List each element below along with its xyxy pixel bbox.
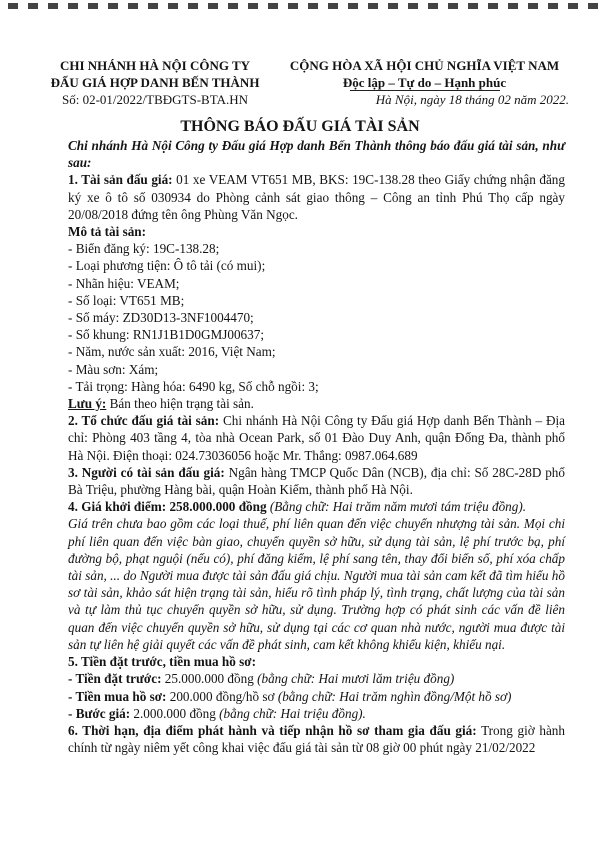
note: [68, 395, 565, 412]
section-3-label: 3. Người có tài sản đấu giá:: [68, 464, 225, 480]
description-heading: Mô tả tài sản:: [68, 224, 147, 240]
section-6-text: Trong giờ hành chính từ ngày niêm yết công khai việc đấu giá tài sản từ 08 giờ 00 phút ngày 21/02/2022: [68, 722, 565, 756]
item-value: 2.000.000 đồng: [130, 705, 220, 721]
section-3-text: Ngân hàng TMCP Quốc Dân (NCB), địa chỉ: Số 28C-28D phố Bà Triệu, phường Hàng bài, quận Hoàn Kiếm, thành phố Hà Nội.: [68, 464, 565, 498]
issuer-header: [30, 57, 280, 108]
note-label: Lưu ý:: [68, 396, 107, 412]
item-words: (bằng chữ: Hai trăm nghìn đồng/Một hồ sơ): [277, 688, 512, 704]
intro-paragraph: Chi nhánh Hà Nội Công ty Đấu giá Hợp danh Bến Thành thông báo đấu giá tài sản, như sau:: [68, 138, 565, 171]
description-item: - Số khung: RN1J1B1D0GMJ00637;: [68, 327, 265, 343]
section-4: [68, 498, 565, 515]
issuer-name-line1: CHI NHÁNH HÀ NỘI CÔNG TY: [59, 58, 251, 73]
item-label: - Tiền mua hồ sơ:: [68, 688, 167, 704]
section-6: [68, 722, 565, 756]
national-motto: Độc lập – Tự do – Hạnh phúc: [342, 75, 507, 90]
item-label: - Tiền đặt trước:: [68, 671, 162, 687]
national-header: [262, 57, 587, 108]
section-2: [68, 412, 565, 464]
description-item: - Nhãn hiệu: VEAM;: [68, 275, 180, 291]
document-date: Hà Nội, ngày 18 tháng 02 năm 2022.: [375, 92, 569, 107]
section-1-label: 1. Tài sản đấu giá:: [68, 172, 173, 188]
section-5-label: 5. Tiền đặt trước, tiền mua hồ sơ:: [68, 654, 256, 670]
item-words: (bằng chữ: Hai triệu đồng).: [219, 705, 366, 721]
document-number: Số: 02-01/2022/TBĐGTS-BTA.HN: [61, 92, 249, 107]
section-5-item: [68, 688, 565, 705]
issuer-name-line2: ĐẤU GIÁ HỢP DANH BẾN THÀNH: [50, 75, 260, 90]
section-1-text: 01 xe VEAM VT651 MB, BKS: 19C-138.28 theo Giấy chứng nhận đăng ký xe ô tô số 030934 do Phòng cảnh sát giao thông – Công an tỉnh Phú Thọ cấp ngày 20/08/2018 đứng tên ông Phùng Văn Ngọc.: [68, 172, 565, 222]
section-6-label: 6. Thời hạn, địa điểm phát hành và tiếp nhận hồ sơ tham gia đấu giá:: [68, 722, 477, 738]
section-3: [68, 464, 565, 498]
description-item: - Số loại: VT651 MB;: [68, 292, 185, 308]
section-2-label: 2. Tổ chức đấu giá tài sản:: [68, 413, 220, 429]
item-value: 25.000.000 đồng: [161, 671, 258, 687]
scan-border-dashes: [0, 0, 600, 14]
section-2-text: Chi nhánh Hà Nội Công ty Đấu giá Hợp danh Bến Thành – Địa chỉ: Phòng 403 tầng 4, tòa nhà Ocean Park, số 01 Đào Duy Anh, quận Đống Đa, thành phố Hà Nội. Điện thoại: 024.73036056 hoặc Mr. Thắng: 0987.064.689: [68, 413, 565, 463]
item-label: - Bước giá:: [68, 705, 131, 721]
page-title: THÔNG BÁO ĐẤU GIÁ TÀI SẢN: [180, 118, 420, 135]
document-body: [68, 137, 565, 756]
section-1: [68, 171, 565, 223]
description-item: - Tải trọng: Hàng hóa: 6490 kg, Số chỗ ngồi: 3;: [68, 378, 319, 394]
section-5-item: [68, 705, 565, 722]
section-5-item: [68, 670, 565, 687]
section-4-label: 4. Giá khởi điểm: 258.000.000 đồng: [68, 499, 267, 515]
section-4-text: Giá trên chưa bao gồm các loại thuế, phí liên quan đến việc chuyển nhượng tài sản. Mọi chi phí liên quan đến việc bàn giao, chuyển quyền sở hữu, sử dụng tài sản, lệ phí trước bạ, phí đường bộ, phạt nguội (nếu có), phí đăng kiểm, lệ phí sang tên, thay đổi biển số, phí xóa chấp tài sản, ... do Người mua được tài sản đấu giá chịu. Người mua tài sản cam kết đã tìm hiểu hồ sơ tài sản, khảo sát hiện trạng tài sản, hiểu rõ tình pháp lý, tình trạng, chất lượng của tài sản và tự làm thủ tục chuyển quyền sở hữu, sử dụng. Trường hợp có phát sinh các vấn đề liên quan đến việc chuyển quyền sở hữu, sử dụng tại các cơ quan nhà nước, người mua được tài sản tự liên hệ giải quyết các vấn đề phát sinh, cam kết không khiếu kiện, khiếu nại.: [68, 516, 565, 652]
description-item: - Loại phương tiện: Ô tô tải (có mui);: [68, 258, 266, 274]
item-words: (bằng chữ: Hai mươi lăm triệu đồng): [257, 671, 455, 687]
national-title: CỘNG HÒA XÃ HỘI CHỦ NGHĨA VIỆT NAM: [289, 58, 560, 73]
description-item: - Năm, nước sản xuất: 2016, Việt Nam;: [68, 344, 276, 360]
description-item: - Số máy: ZD30D13-3NF1004470;: [68, 310, 254, 326]
note-text: Bán theo hiện trạng tài sản.: [106, 396, 254, 412]
description-item: - Biển đăng ký: 19C-138.28;: [68, 241, 220, 257]
section-4-words: (Bằng chữ: Hai trăm năm mươi tám triệu đồng).: [266, 499, 527, 515]
description-item: - Màu sơn: Xám;: [68, 361, 159, 377]
item-value: 200.000 đồng/hồ sơ: [166, 688, 278, 704]
